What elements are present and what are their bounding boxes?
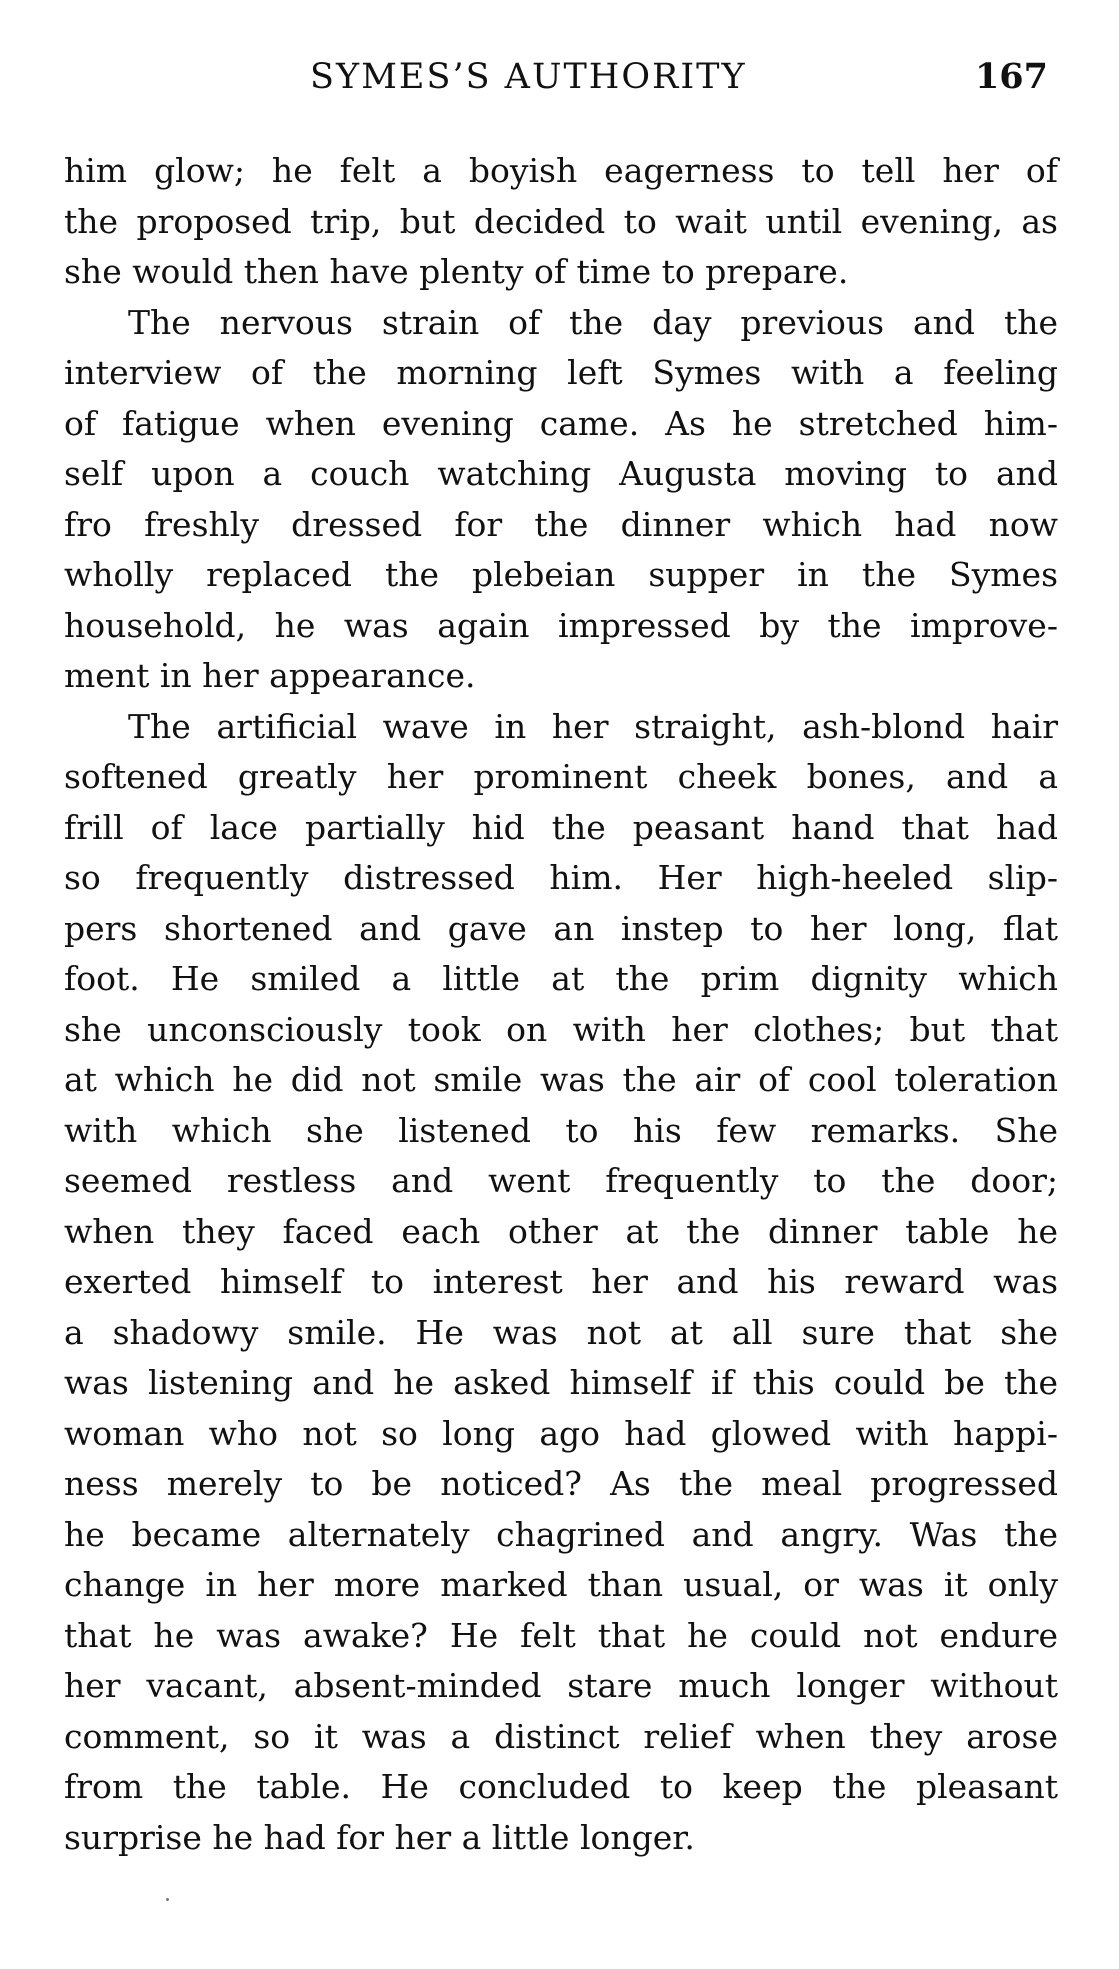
text-line: ness merely to be noticed? As the meal progressed: [64, 1464, 1058, 1503]
paragraph: [64, 298, 1058, 702]
body-text: [64, 146, 1058, 1863]
text-line: she unconsciously took on with her clothes; but that: [64, 1009, 1058, 1049]
text-line: from the table. He concluded to keep the pleasant: [64, 1767, 1058, 1806]
text-line: The artificial wave in her straight, ash-blond hair: [128, 706, 1058, 746]
text-line: seemed restless and went frequently to the door;: [64, 1161, 1058, 1200]
text-line: household, he was again impressed by the improve-: [64, 605, 1058, 645]
text-line: fro freshly dressed for the dinner which had now: [64, 504, 1058, 544]
text-line: frill of lace partially hid the peasant hand that had: [64, 807, 1058, 847]
text-line: she would then have plenty of time to prepare.: [64, 252, 849, 291]
running-title: SYMES’S AUTHORITY: [310, 57, 747, 97]
text-line: of fatigue when evening came. As he stretched him-: [64, 403, 1058, 443]
page-number: 167: [974, 56, 1048, 97]
text-line: so frequently distressed him. Her high-heeled slip-: [64, 858, 1058, 897]
text-line: foot. He smiled a little at the prim dignity which: [64, 959, 1058, 998]
text-line: pers shortened and gave an instep to her long, flat: [64, 908, 1058, 948]
text-line: change in her more marked than usual, or was it only: [64, 1565, 1058, 1604]
text-line: with which she listened to his few remarks. She: [64, 1110, 1058, 1150]
text-line: softened greatly her prominent cheek bones, and a: [64, 757, 1058, 796]
text-line: woman who not so long ago had glowed with happi-: [64, 1413, 1058, 1453]
text-line: wholly replaced the plebeian supper in the Symes: [64, 555, 1058, 594]
paragraph: [64, 146, 1058, 298]
text-line: comment, so it was a distinct relief when they arose: [64, 1716, 1058, 1756]
text-line: her vacant, absent-minded stare much longer without: [64, 1666, 1058, 1705]
running-head: [64, 52, 1058, 102]
text-line: ment in her appearance.: [64, 656, 476, 695]
text-line: he became alternately chagrined and angry. Was the: [64, 1514, 1058, 1554]
text-line: that he was awake? He felt that he could not endure: [64, 1615, 1058, 1655]
text-line: self upon a couch watching Augusta moving to and: [64, 454, 1058, 493]
paragraph: [64, 702, 1058, 1864]
text-line: exerted himself to interest her and his reward was: [64, 1262, 1058, 1301]
text-line: The nervous strain of the day previous and the: [128, 302, 1058, 342]
text-line: interview of the morning left Symes with a feeling: [64, 353, 1058, 392]
text-line: when they faced each other at the dinner table he: [64, 1211, 1058, 1251]
text-line: surprise he had for her a little longer.: [64, 1817, 695, 1857]
text-line: was listening and he asked himself if this could be the: [64, 1363, 1058, 1402]
print-speck: [166, 1898, 169, 1901]
text-line: a shadowy smile. He was not at all sure that she: [64, 1312, 1058, 1352]
text-line: at which he did not smile was the air of cool toleration: [64, 1060, 1058, 1099]
text-line: the proposed trip, but decided to wait until evening, as: [64, 201, 1058, 241]
text-line: him glow; he felt a boyish eagerness to tell her of: [64, 151, 1058, 190]
